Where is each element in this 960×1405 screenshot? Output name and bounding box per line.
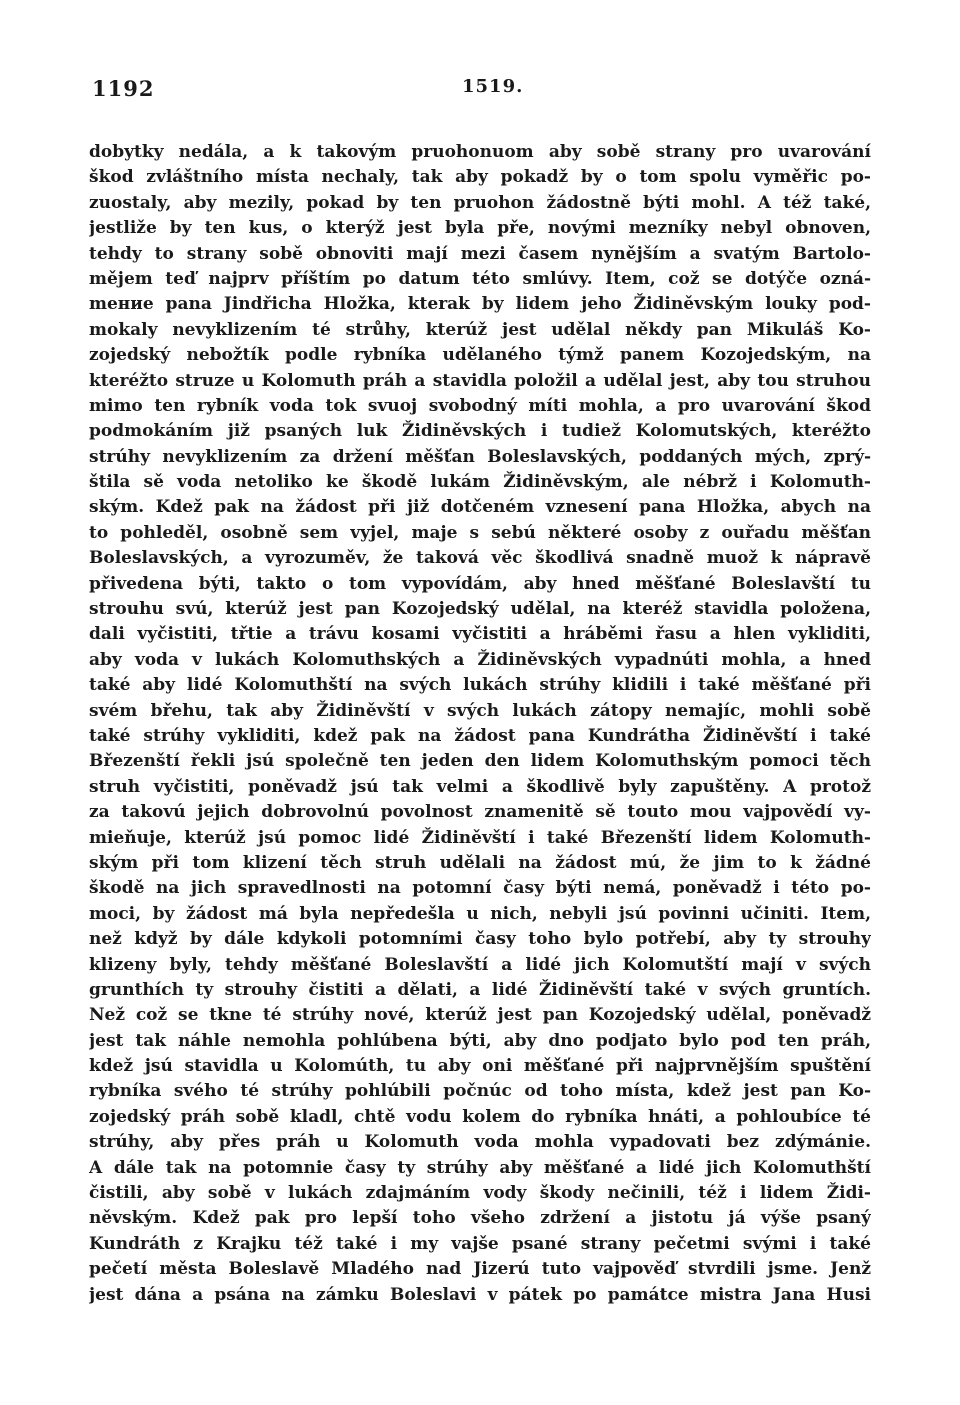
text-line: mimo ten rybník voda tok svuoj svobodný míti mohla, a pro uvarování škod <box>89 395 871 416</box>
text-line: Boleslavských, a vyrozuměv, že taková věc škodlivá snadně muož k nápravě <box>89 548 871 569</box>
text-line: mějem teď najprv příštím po datum této smlúvy. Item, což se dotýče ozná- <box>89 268 871 289</box>
text-line: aby voda v lukách Kolomuthských a Židiněvských vypadnúti mohla, a hned <box>89 649 871 670</box>
text-line: klizeny byly, tehdy měšťané Boleslavští a lidé jich Kolomutští mají v svých <box>89 954 871 975</box>
text-line: než když by dále kdykoli potomními časy toho bylo potřebí, aby ty strouhy <box>89 929 871 950</box>
text-line: jest dána a psána na zámku Boleslavi v pátek po památce mistra Jana Husi <box>89 1284 871 1305</box>
text-line: škodě na jich spravedlnosti na potomní časy býti nemá, poněvadž i této po- <box>89 878 871 899</box>
text-line: pečetí města Boleslavě Mladého nad Jizerú tuto vajpověď stvrdili jsme. Jenž <box>89 1259 871 1280</box>
text-line: Březenští řekli jsú společně ten jeden den lidem Kolomuthským pomoci těch <box>89 751 871 772</box>
text-line: jestliže by ten kus, o kterýž jest byla pře, novými mezníky nebyl obnoven, <box>89 218 871 239</box>
text-line: podmokáním již psaných luk Židiněvských i tudiež Kolomutských, kteréžto <box>89 421 871 442</box>
text-line: také aby lidé Kolomuthští na svých lukách strúhy klidili i také měšťané při <box>89 675 871 696</box>
text-line: škod zvláštního místa nechaly, tak aby pokadž by o tom spolu vyměřic po- <box>89 167 871 188</box>
text-line: mieňuje, kterúž jsú pomoc lidé Židiněvští i také Březenští lidem Kolomuth- <box>89 827 871 848</box>
running-head-year: 1519. <box>462 76 524 97</box>
text-line: tehdy to strany sobě obnoviti mají mezi časem nynějším a svatým Bartolo- <box>89 243 871 264</box>
text-line: také strúhy vykliditi, kdež pak na žádost pana Kundrátha Židiněvští i také <box>89 725 871 746</box>
text-line: Kundráth z Krajku též také i my vajše psané strany pečetmi svými i také <box>89 1233 871 1254</box>
text-line: mokaly nevyklizením té strůhy, kterúž jest udělal někdy pan Mikuláš Ko- <box>89 319 871 340</box>
text-line: kdež jsú stavidla u Kolomúth, tu aby oni měšťané při najprvnějším spuštění <box>89 1056 871 1077</box>
page-number: 1192 <box>92 76 155 101</box>
text-line: kteréžto struze u Kolomuth práh a stavidla položil a udělal jest, aby tou struhou <box>89 370 871 391</box>
text-line: přivedena býti, takto o tom vypovídám, aby hned měšťané Boleslavští tu <box>89 573 871 594</box>
text-line: zuostaly, aby mezily, pokad by ten pruohon žádostně býti mohl. A též také, <box>89 192 871 213</box>
text-line: strúhy, aby přes práh u Kolomuth voda mohla vypadovati bez zdýmánie. <box>89 1132 871 1153</box>
text-line: grunthích ty strouhy čistiti a dělati, a lidé Židiněvští také v svých gruntích. <box>89 979 871 1000</box>
text-line: strúhy nevyklizením za držení měšťan Boleslavských, poddaných mých, zprý- <box>89 446 871 467</box>
text-line: jest tak náhle nemohla pohlúbena býti, aby dno podjato bylo pod ten práh, <box>89 1030 871 1051</box>
text-line: zojedský práh sobě kladl, chtě vodu kolem do rybníka hnáti, a pohloubíce té <box>89 1106 871 1127</box>
text-line: Než což se tkne té strúhy nové, kterúž jest pan Kozojedský udělal, poněvadž <box>89 1005 871 1026</box>
text-line: mение pana Jindřicha Hložka, kterak by lidem jeho Židiněvským louky pod- <box>89 294 871 315</box>
text-line: moci, by žádost má byla nepředešla u nich, nebyli jsú povinni učiniti. Item, <box>89 903 871 924</box>
text-line: strouhu svú, kterúž jest pan Kozojedský udělal, na kteréž stavidla položena, <box>89 599 871 620</box>
text-line: ským. Kdež pak na žádost při již dotčeném vznesení pana Hložka, abych na <box>89 497 871 518</box>
text-line: dobytky nedála, a k takovým pruohonuom aby sobě strany pro uvarování <box>89 142 871 162</box>
text-line: za takovú jejich dobrovolnú povolnost znamenitě sě touto mou vajpovědí vy- <box>89 802 871 823</box>
text-line: ským při tom klizení těch struh udělali na žádost mú, že jim to k žádné <box>89 852 871 873</box>
body-text <box>89 140 871 1308</box>
text-line: zojedský nebožtík podle rybníka udělaného týmž panem Kozojedským, na <box>89 345 871 366</box>
text-line: to pohleděl, osobně sem vyjel, maje s sebú některé osoby z ouřadu měšťan <box>89 522 871 543</box>
text-line: rybníka svého té strúhy pohlúbili počnúc od toho místa, kdež jest pan Ko- <box>89 1081 871 1102</box>
text-line: štila sě voda netoliko ke škodě lukám Židiněvským, ale nébrž i Kolomuth- <box>89 472 871 493</box>
text-line: struh vyčistiti, poněvadž jsú tak velmi a škodlivě byly zapuštěny. A protož <box>89 776 871 797</box>
text-line: něvským. Kdež pak pro lepší toho všeho zdržení a jistotu já výše psaný <box>89 1208 871 1229</box>
text-line: svém břehu, tak aby Židiněvští v svých lukách zátopy nemajíc, mohli sobě <box>89 700 871 721</box>
text-line: dali vyčistiti, třtie a trávu kosami vyčistiti a hráběmi řasu a hlen vykliditi, <box>89 624 871 645</box>
text-line: A dále tak na potomnie časy ty strúhy aby měšťané a lidé jich Kolomuthští <box>89 1157 871 1178</box>
text-line: čistili, aby sobě v lukách zdajmáním vody škody nečinili, též i lidem Židi- <box>89 1183 871 1204</box>
